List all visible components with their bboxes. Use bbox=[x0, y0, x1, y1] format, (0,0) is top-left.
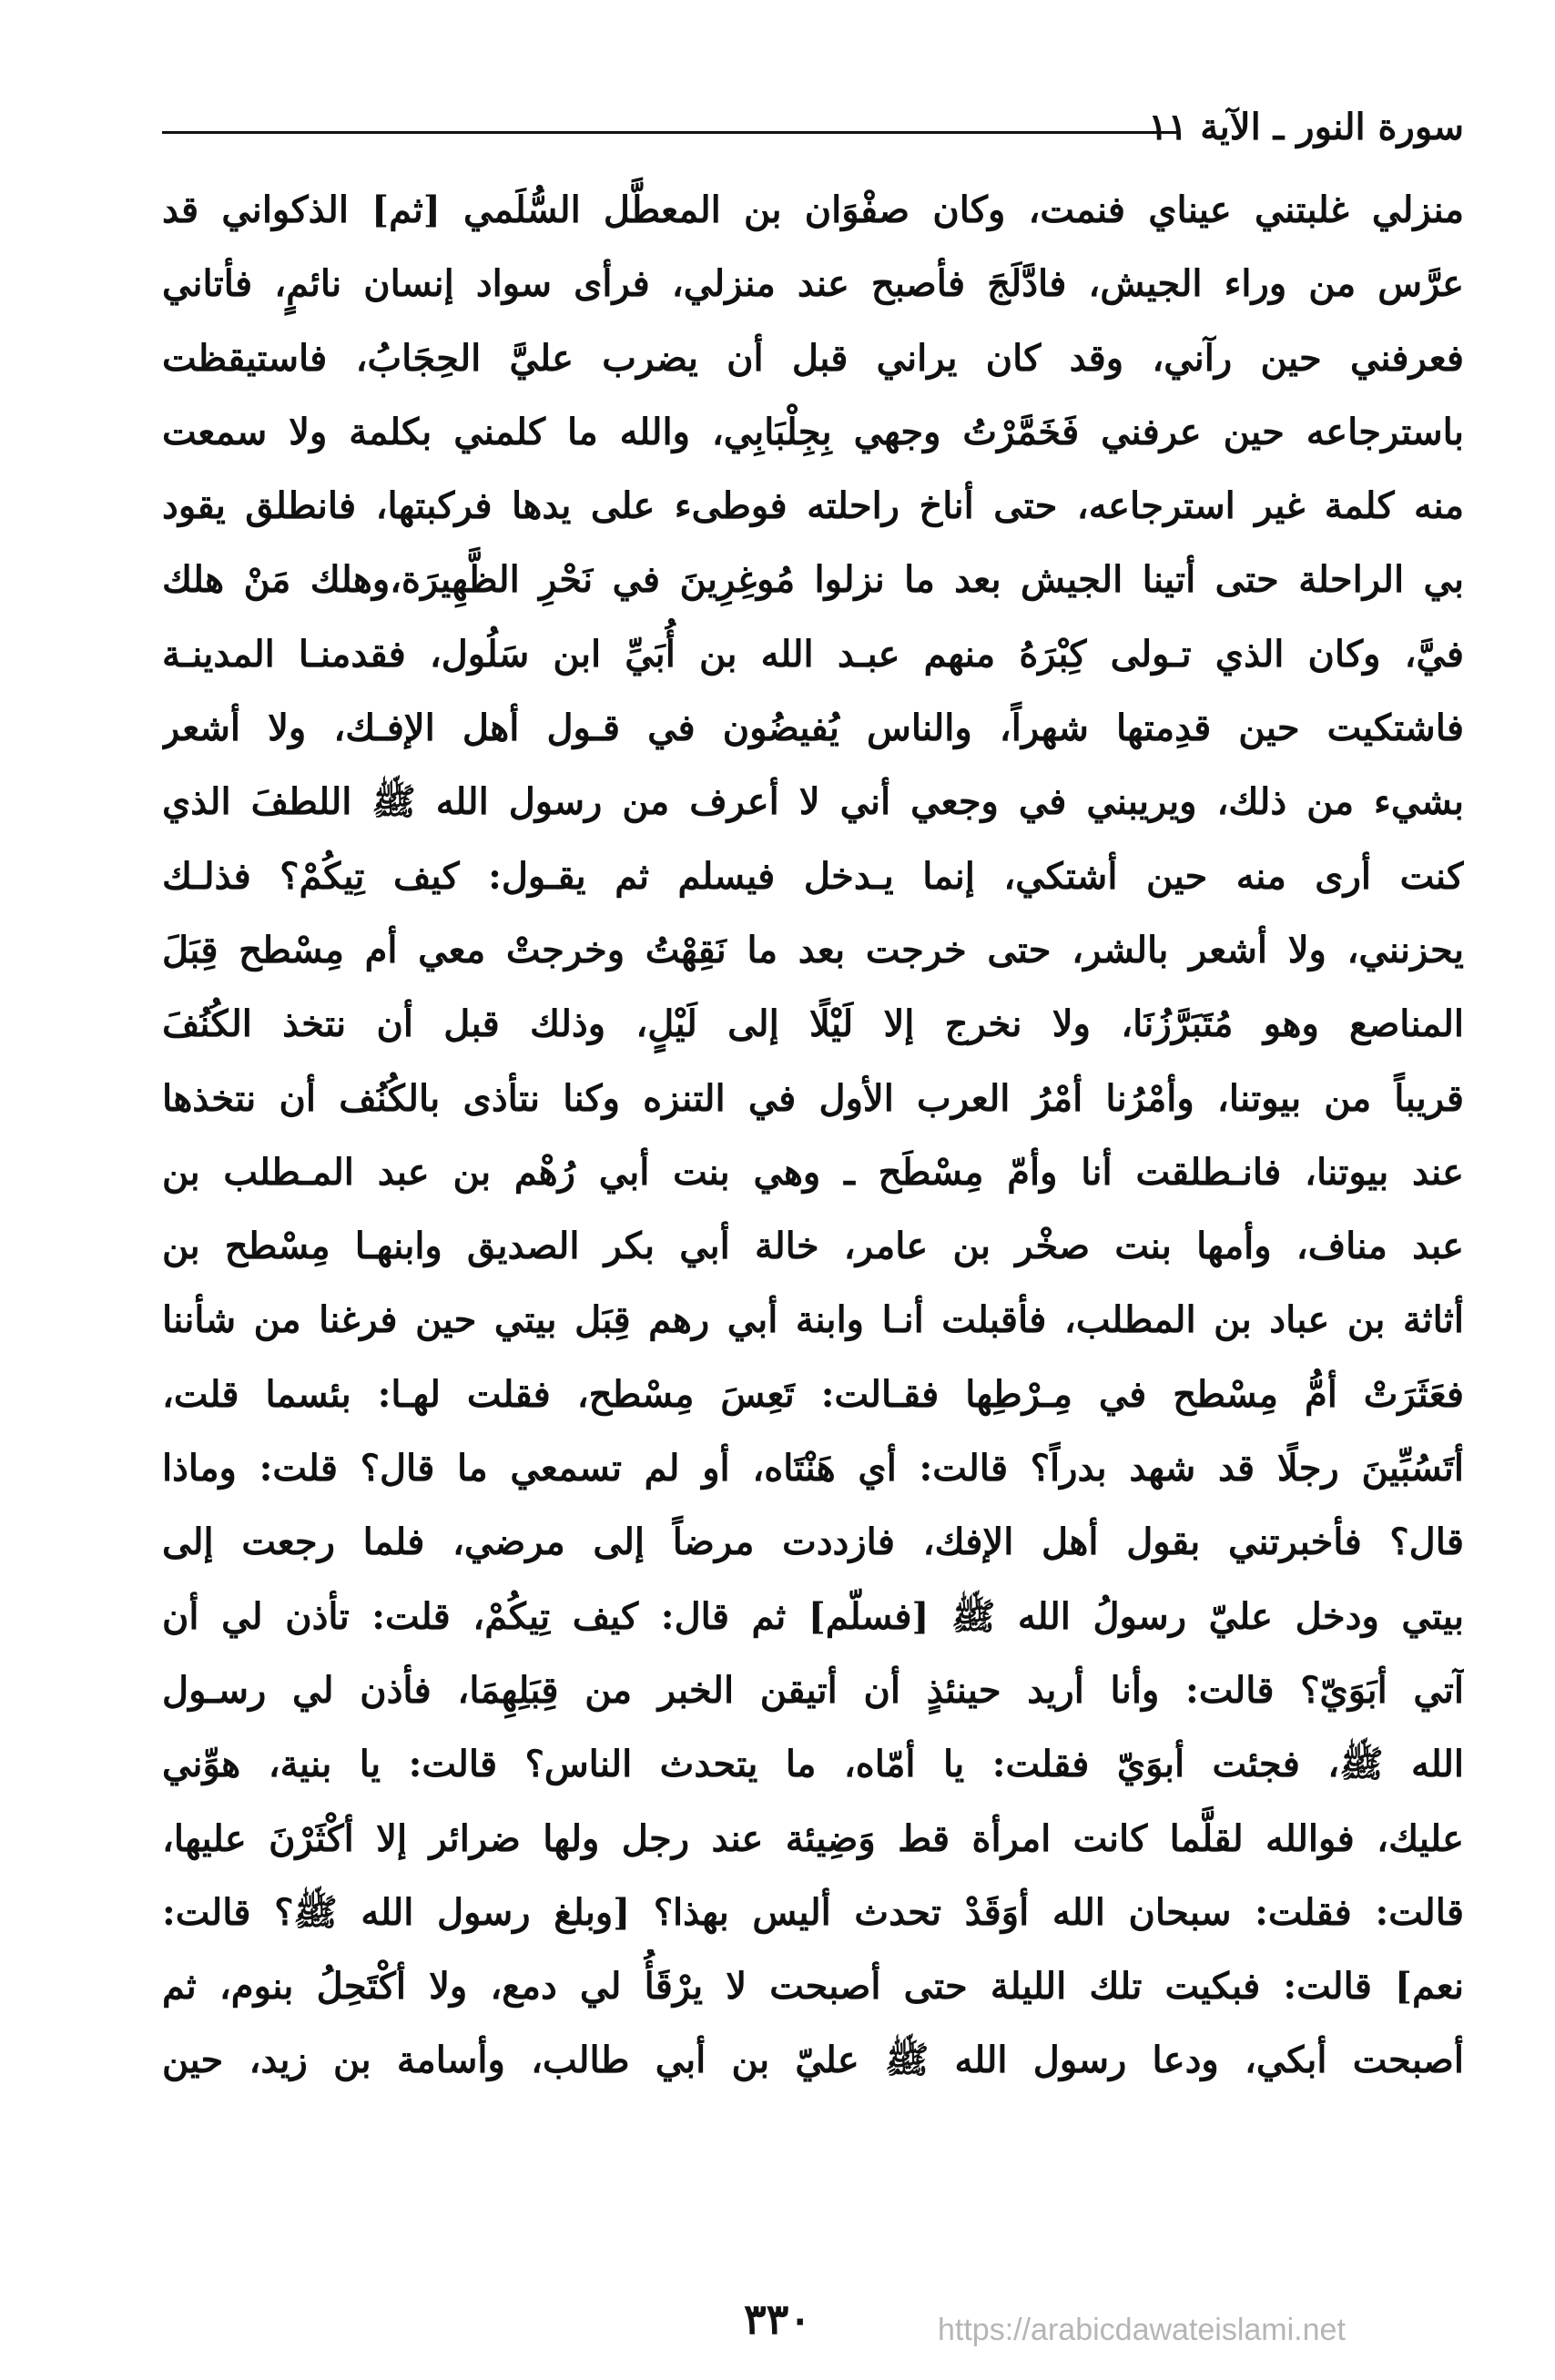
text-line: عند بيوتنا، فانـطلقت أنا وأمّ مِسْطَح ـ وهي بنت أبي رُهْم بن عبد المـطلب بن bbox=[162, 1150, 1464, 1194]
text-line: فعرفني حين رآني، وقد كان يراني قبل أن يضرب عليَّ الحِجَابُ، فاستيقظت bbox=[162, 336, 1464, 380]
text-line: فيَّ، وكان الذي تـولى كِبْرَهُ منهم عبـد الله بن أُبَيِّ ابن سَلُول، فقدمنـا المدينـة bbox=[162, 632, 1464, 676]
text-line: أثاثة بن عباد بن المطلب، فأقبلت أنـا وابنة أبي رهم قِبَل بيتي حين فرغنا من شأننا bbox=[162, 1298, 1464, 1342]
page-header bbox=[162, 98, 1464, 162]
running-title: سورة النور ـ الآية ١١ bbox=[1148, 106, 1464, 148]
text-line: آتي أبَوَيّ؟ قالت: وأنا أريد حينئذٍ أن أتيقن الخبر من قِبَلِهِمَا، فأذن لي رسـول bbox=[162, 1668, 1464, 1712]
text-line: منزلي غلبتني عيناي فنمت، وكان صفْوَان بن المعطَّل السُّلَمي [ثم] الذكواني قد bbox=[162, 188, 1464, 231]
text-line: قالت: فقلت: سبحان الله أوَقَدْ تحدث أليس بهذا؟ [وبلغ رسول الله ﷺ؟ قالت: bbox=[162, 1890, 1464, 1934]
text-line: قال؟ فأخبرتني بقول أهل الإفك، فازددت مرضاً إلى مرضي، فلما رجعت إلى bbox=[162, 1521, 1464, 1564]
text-line: عليك، فوالله لقلَّما كانت امرأة قط وَضِيئة عند رجل ولها ضرائر إلا أكْثَرْنَ عليها، bbox=[162, 1816, 1464, 1860]
text-line: بشيء من ذلك، ويريبني في وجعي أني لا أعرف من رسول الله ﷺ اللطفَ الذي bbox=[162, 780, 1464, 824]
text-line: منه كلمة غير استرجاعه، حتى أناخ راحلته فوطىء على يدها فركبتها، فانطلق يقود bbox=[162, 484, 1464, 528]
text-line: أصبحت أبكي، ودعا رسول الله ﷺ عليّ بن أبي طالب، وأسامة بن زيد، حين bbox=[162, 2039, 1464, 2082]
text-line: بي الراحلة حتى أتينا الجيش بعد ما نزلوا مُوغِرِينَ في نَحْرِ الظَّهِيرَة،وهلك مَنْ هلك bbox=[162, 558, 1464, 602]
text-line: عبد مناف، وأمها بنت صخْر بن عامر، خالة أبي بكر الصديق وابنهـا مِسْطح بن bbox=[162, 1225, 1464, 1268]
header-rule bbox=[162, 131, 1177, 134]
text-line: كنت أرى منه حين أشتكي، إنما يـدخل فيسلم ثم يقـول: كيف تِيكُمْ؟ فذلـك bbox=[162, 854, 1464, 898]
text-line: المناصع وهو مُتَبَرَّزُنَا، ولا نخرج إلا لَيْلًا إلى لَيْلٍ، وذلك قبل أن نتخذ الكُنُفَ bbox=[162, 1002, 1464, 1046]
text-line: الله ﷺ، فجئت أبوَيّ فقلت: يا أمّاه، ما يتحدث الناس؟ قالت: يا بنية، هوِّني bbox=[162, 1743, 1464, 1786]
text-line: بيتي ودخل عليّ رسولُ الله ﷺ [فسلّم] ثم قال: كيف تِيكُمْ، قلت: تأذن لي أن bbox=[162, 1594, 1464, 1638]
text-line: أتَسُبِّينَ رجلًا قد شهد بدراً؟ قالت: أي هَنْتَاه، أو لم تسمعي ما قال؟ قلت: وماذا bbox=[162, 1447, 1464, 1490]
body-text bbox=[162, 173, 1464, 2098]
page-number: ٣٣٠ bbox=[743, 2294, 812, 2344]
text-line: نعم] قالت: فبكيت تلك الليلة حتى أصبحت لا يرْقَأُ لي دمع، ولا أكْتَحِلُ بنوم، ثم bbox=[162, 1965, 1464, 2009]
text-line: فاشتكيت حين قدِمتها شهراً، والناس يُفيضُون في قـول أهل الإفـك، ولا أشعر bbox=[162, 707, 1464, 750]
watermark-url: https://arabicdawateislami.net bbox=[938, 2313, 1346, 2347]
text-line: فعَثَرَتْ أمُّ مِسْطح في مِـرْطِها فقـالت: تَعِسَ مِسْطح، فقلت لهـا: بئسما قلت، bbox=[162, 1372, 1464, 1416]
text-line: باسترجاعه حين عرفني فَخَمَّرْتُ وجهي بِجِلْبَابِي، والله ما كلمني بكلمة ولا سمعت bbox=[162, 410, 1464, 453]
text-line: عرَّس من وراء الجيش، فادَّلَجَ فأصبح عند منزلي، فرأى سواد إنسان نائمٍ، فأتاني bbox=[162, 262, 1464, 306]
text-line: يحزنني، ولا أشعر بالشر، حتى خرجت بعد ما نَقِهْتُ وخرجتْ معي أم مِسْطح قِبَلَ bbox=[162, 928, 1464, 971]
text-line: قريباً من بيوتنا، وأمْرُنا أمْرُ العرب الأول في التنزه وكنا نتأذى بالكُنُف أن نتخذها bbox=[162, 1076, 1464, 1120]
